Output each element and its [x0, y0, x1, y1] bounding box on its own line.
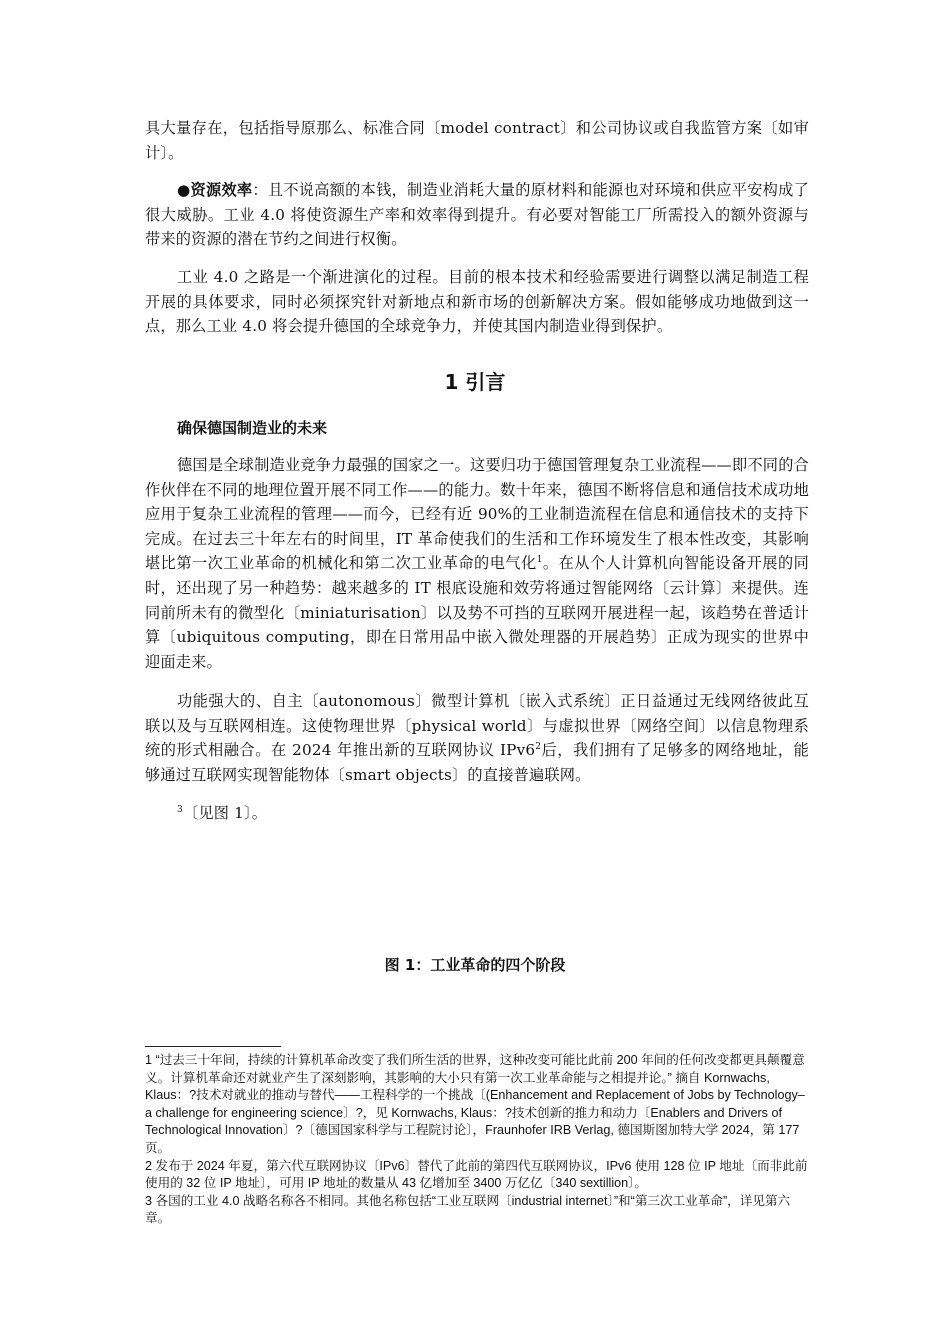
summary-paragraph: [145, 265, 809, 339]
section-title: 1 引言: [444, 370, 506, 394]
summary-text: 工业 4.0 之路是一个渐进演化的过程。目前的根本技术和经验需要进行调整以满足制造工程开展的具体要求，同时必须探究针对新地点和新市场的创新解决方案。假如能够成功地做到这一点，那么工业 4.0 将会提升德国的全球竞争力，并使其国内制造业得到保护。: [145, 268, 809, 336]
continuation-paragraph: [145, 116, 809, 165]
figure-caption: 图 1：工业革命的四个阶段: [384, 956, 566, 974]
bullet-colon: ：: [252, 181, 268, 199]
bullet-text: 且不说高额的本钱，制造业消耗大量的原材料和能源也对环境和供应平安构成了很大威胁。工业 4.0 将使资源生产率和效率得到提升。有必要对智能工厂所需投入的额外资源与带来的资源的潜在节约之间进行权衡。: [145, 181, 809, 249]
bullet-label: 资源效率: [190, 181, 253, 199]
intro-text-a: 德国是全球制造业竞争力最强的国家之一。这要归功于德国管理复杂工业流程——即不同的合作伙伴在不同的地理位置开展不同工作——的能力。数十年来，德国不断将信息和通信技术成功地应用于复杂工业流程的管理——而今，已经有近 90%的工业制造流程在信息和通信技术的支持下完成。在过去三十年左右的时间里，IT 革命使我们的生活和工作环境发生了根本性改变，其影响堪比第一次工业革命的机械化和第二次工业革命的电气化: [145, 456, 809, 573]
footnote-separator: [145, 1046, 281, 1047]
figure-reference-line: [145, 801, 809, 826]
resource-efficiency-paragraph: [145, 178, 809, 252]
intro-text-b: 。在从个人计算机向智能设备开展的同时，还出现了另一种趋势：越来越多的 IT 根底设施和效劳将通过智能网络〔云计算〕来提供。连同前所未有的微型化〔miniaturisation〕以及势不可挡的互联网开展进程一起，该趋势在普适计算〔ubiquitous computing，即在日常用品中嵌入微处理器的开展趋势〕正成为现实的世界中迎面走来。: [145, 554, 809, 671]
footnote-3: 3 各国的工业 4.0 战略名称各不相同。其他名称包括“工业互联网〔industrial internet〕”和“第三次工业革命”，详见第六章。: [145, 1193, 791, 1226]
footnote-ref-3: 3: [177, 804, 183, 815]
footnote-1: 1 “过去三十年间，持续的计算机革命改变了我们所生活的世界，这种改变可能比此前 200 年间的任何改变都更具颠覆意义。计算机革命还对就业产生了深刻影响，其影响的大小只有第一次工业革命能与之相提并论。” 摘自 Kornwachs, Klaus：?技术对就业的推动与替代——工程科学的一个挑战〔(Enhancement and Replacement of Jobs by Technology–a challenge for engineering science〕?，见 Kornwachs, Klaus：?技术创新的推力和动力〔Enablers and Drivers of Technological Innovation〕?〔德国国家科学与工程院讨论〕，Fraunhofer IRB Verlag, 德国斯图加特大学 2024，第 177 页。: [145, 1053, 805, 1155]
embedded-systems-paragraph: [145, 689, 809, 787]
bullet-marker: ●: [177, 181, 191, 199]
footnote-ref-2: 2: [535, 742, 542, 753]
subsection-title: 确保德国制造业的未来: [177, 419, 328, 437]
footnote-2: 2 发布于 2024 年夏，第六代互联网协议〔IPv6〕替代了此前的第四代互联网协议，IPv6 使用 128 位 IP 地址〔而非此前使用的 32 位 IP 地址〕，可用 IP 地址的数量从 43 亿增加至 3400 万亿亿〔340 sextillion〕。: [145, 1158, 808, 1191]
embedded-text-b: 后，我们拥有了足够多的网络地址，能够通过互联网实现智能物体〔smart objects〕的直接普遍联网。: [145, 741, 809, 784]
figure-reference-text: 〔见图 1〕。: [182, 804, 268, 822]
footnote-ref-1: 1: [536, 555, 543, 566]
continuation-text: 具大量存在，包括指导原那么、标准合同〔model contract〕和公司协议或自我监管方案〔如审计〕。: [145, 119, 809, 162]
footnotes: [145, 1052, 809, 1228]
intro-paragraph: [145, 453, 809, 674]
embedded-text-a: 功能强大的、自主〔autonomous〕微型计算机〔嵌入式系统〕正日益通过无线网络彼此互联以及与互联网相连。这使物理世界〔physical world〕与虚拟世界〔网络空间〕以信息物理系统的形式相融合。在 2024 年推出新的互联网协议 IPv6: [145, 692, 809, 760]
